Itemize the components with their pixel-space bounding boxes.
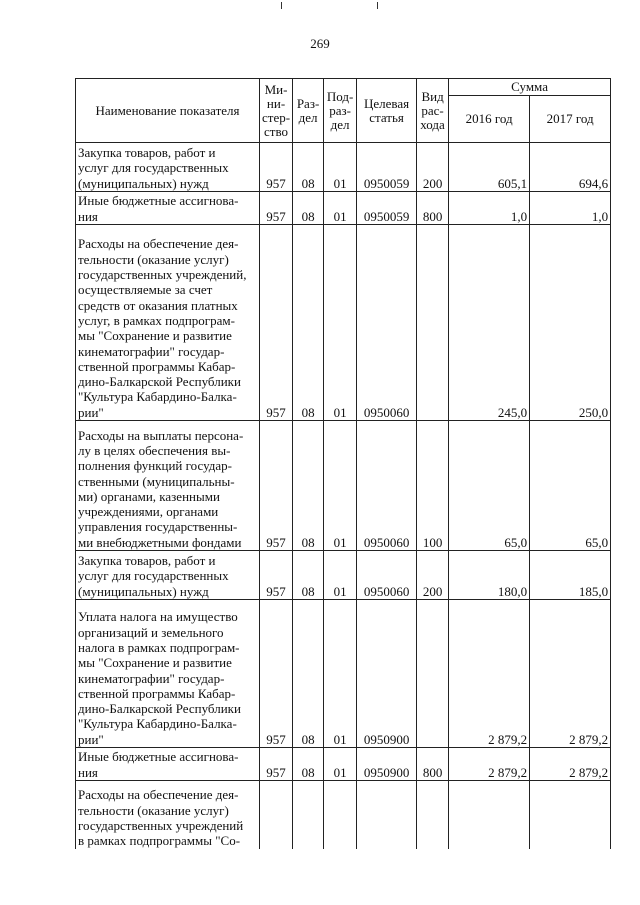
amount-2017: 694,6 bbox=[530, 143, 611, 192]
ministry-code bbox=[260, 781, 293, 849]
subsection-code: 01 bbox=[324, 143, 357, 192]
row-name: Иные бюджетные ассигнова- ния bbox=[76, 748, 260, 781]
amount-2016: 2 879,2 bbox=[449, 748, 530, 781]
ministry-code: 957 bbox=[260, 225, 293, 421]
amount-2016 bbox=[449, 781, 530, 849]
section-code: 08 bbox=[293, 600, 324, 748]
section-code: 08 bbox=[293, 421, 324, 551]
amount-2016: 1,0 bbox=[449, 192, 530, 225]
scan-mark-right bbox=[377, 2, 378, 9]
expense-type bbox=[417, 225, 449, 421]
section-code: 08 bbox=[293, 748, 324, 781]
table-row bbox=[76, 551, 611, 600]
subsection-code: 01 bbox=[324, 421, 357, 551]
expense-type: 200 bbox=[417, 143, 449, 192]
row-name: Закупка товаров, работ и услуг для государственных (муниципальных) нужд bbox=[76, 143, 260, 192]
target-article bbox=[357, 781, 417, 849]
target-article: 0950900 bbox=[357, 600, 417, 748]
section-code: 08 bbox=[293, 192, 324, 225]
section-code: 08 bbox=[293, 551, 324, 600]
header-sum: Сумма bbox=[449, 79, 611, 96]
table-row bbox=[76, 748, 611, 781]
table-row bbox=[76, 781, 611, 849]
amount-2016: 2 879,2 bbox=[449, 600, 530, 748]
target-article: 0950060 bbox=[357, 551, 417, 600]
amount-2017: 185,0 bbox=[530, 551, 611, 600]
header-expense-type: Вид рас- хода bbox=[417, 79, 449, 143]
ministry-code: 957 bbox=[260, 551, 293, 600]
amount-2017: 2 879,2 bbox=[530, 748, 611, 781]
ministry-code: 957 bbox=[260, 600, 293, 748]
table-row bbox=[76, 225, 611, 421]
row-name: Расходы на обеспечение дея- тельности (оказание услуг) государственных учреждений в рамках подпрограммы "Со- bbox=[76, 781, 260, 849]
amount-2016: 180,0 bbox=[449, 551, 530, 600]
section-code bbox=[293, 781, 324, 849]
row-name: Расходы на обеспечение дея- тельности (оказание услуг) государственных учреждений, осуществляемые за счет средств от оказания платных услуг, в рамках подпрограм- мы "Сохранение и развитие кинематографии" государ- ственной программы Кабар- дино-Балкарской Республики "Культура Кабардино-Балка- рии" bbox=[76, 225, 260, 421]
expense-type: 100 bbox=[417, 421, 449, 551]
expense-type bbox=[417, 600, 449, 748]
header-section: Раз- дел bbox=[293, 79, 324, 143]
amount-2016: 605,1 bbox=[449, 143, 530, 192]
ministry-code: 957 bbox=[260, 748, 293, 781]
target-article: 0950060 bbox=[357, 421, 417, 551]
expense-type: 800 bbox=[417, 748, 449, 781]
table-row bbox=[76, 143, 611, 192]
ministry-code: 957 bbox=[260, 143, 293, 192]
header-name: Наименование показателя bbox=[76, 79, 260, 143]
header-year-2016: 2016 год bbox=[449, 96, 530, 143]
amount-2017: 250,0 bbox=[530, 225, 611, 421]
target-article: 0950059 bbox=[357, 192, 417, 225]
expense-type: 800 bbox=[417, 192, 449, 225]
amount-2017: 1,0 bbox=[530, 192, 611, 225]
row-name: Закупка товаров, работ и услуг для государственных (муниципальных) нужд bbox=[76, 551, 260, 600]
row-name: Уплата налога на имущество организаций и земельного налога в рамках подпрограм- мы "Сохранение и развитие кинематографии" государ- ственной программы Кабар- дино-Балкарской Республики "Культура Кабардино-Балка- рии" bbox=[76, 600, 260, 748]
table-row bbox=[76, 421, 611, 551]
target-article: 0950060 bbox=[357, 225, 417, 421]
amount-2017: 65,0 bbox=[530, 421, 611, 551]
ministry-code: 957 bbox=[260, 192, 293, 225]
amount-2016: 65,0 bbox=[449, 421, 530, 551]
section-code: 08 bbox=[293, 225, 324, 421]
amount-2017: 2 879,2 bbox=[530, 600, 611, 748]
subsection-code: 01 bbox=[324, 225, 357, 421]
subsection-code: 01 bbox=[324, 600, 357, 748]
table-row bbox=[76, 600, 611, 748]
ministry-code: 957 bbox=[260, 421, 293, 551]
expense-type bbox=[417, 781, 449, 849]
target-article: 0950059 bbox=[357, 143, 417, 192]
expense-type: 200 bbox=[417, 551, 449, 600]
scan-mark-left bbox=[281, 2, 282, 9]
target-article: 0950900 bbox=[357, 748, 417, 781]
page-number: 269 bbox=[310, 36, 330, 51]
row-name: Иные бюджетные ассигнова- ния bbox=[76, 192, 260, 225]
header-ministry: Ми- ни- стер- ство bbox=[260, 79, 293, 143]
subsection-code: 01 bbox=[324, 748, 357, 781]
budget-table bbox=[75, 78, 611, 849]
amount-2016: 245,0 bbox=[449, 225, 530, 421]
header-subsection: Под- раз- дел bbox=[324, 79, 357, 143]
subsection-code: 01 bbox=[324, 192, 357, 225]
subsection-code bbox=[324, 781, 357, 849]
row-name: Расходы на выплаты персона- лу в целях обеспечения вы- полнения функций государ- ственными (муниципальны- ми) органами, казенными учреждениями, органами управления государственны- ми внебюджетными фондами bbox=[76, 421, 260, 551]
section-code: 08 bbox=[293, 143, 324, 192]
subsection-code: 01 bbox=[324, 551, 357, 600]
header-year-2017: 2017 год bbox=[530, 96, 611, 143]
table-row bbox=[76, 192, 611, 225]
amount-2017 bbox=[530, 781, 611, 849]
header-target-article: Целевая статья bbox=[357, 79, 417, 143]
